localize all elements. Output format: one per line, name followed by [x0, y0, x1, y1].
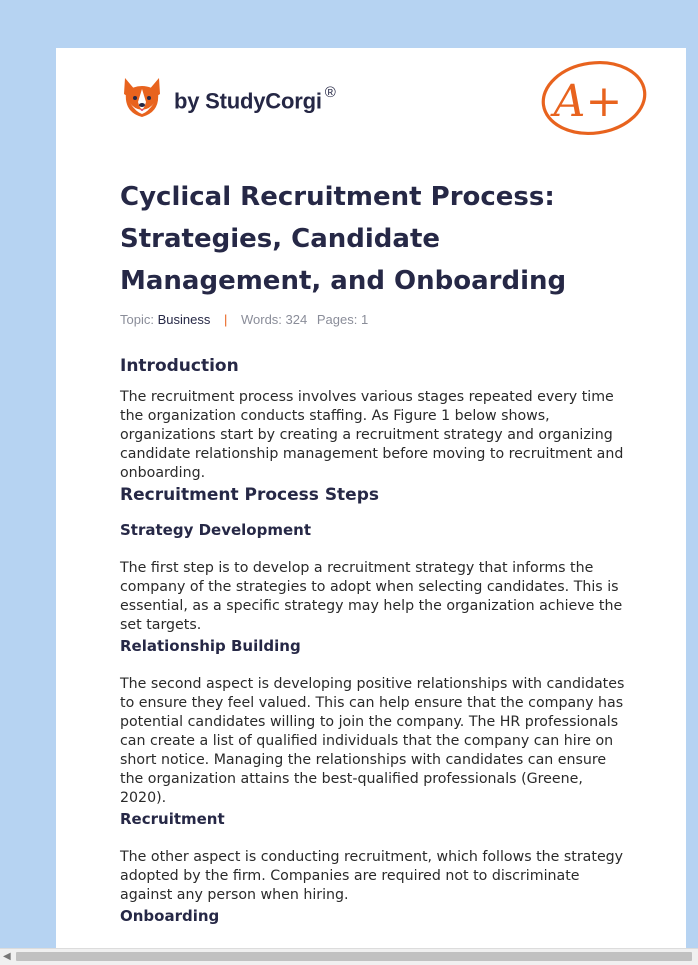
scroll-left-arrow-icon[interactable]: ◀	[3, 951, 11, 962]
paragraph-strategy-development: The first step is to develop a recruitment strategy that informs the company of the strategies to adopt when selecting candidates. This is essential, as a specific strategy may help the organization achieve the set targets.	[120, 560, 623, 633]
heading-relationship-building: Relationship Building	[120, 637, 301, 655]
meta-separator: |	[223, 312, 228, 327]
heading-recruitment-process-steps: Recruitment Process Steps	[120, 485, 380, 505]
registered-mark: ®	[324, 84, 336, 102]
scrollbar-thumb[interactable]	[16, 952, 692, 961]
grade-a-plus-badge	[538, 58, 650, 140]
document-body	[120, 348, 630, 927]
paragraph-introduction: The recruitment process involves various stages repeated every time the organization conducts staffing. As Figure 1 below shows, organizations start by creating a recruitment strategy and organizing candidate relationship management before moving to recruitment and onboarding.	[120, 389, 624, 481]
horizontal-scrollbar[interactable]	[0, 948, 698, 965]
document-meta	[120, 312, 368, 327]
studycorgi-logo[interactable]	[122, 76, 336, 120]
paragraph-recruitment: The other aspect is conducting recruitment, which follows the strategy adopted by the firm. Companies are required not to discriminate against any person when hiring.	[120, 849, 624, 903]
paragraph-relationship-building: The second aspect is developing positive relationships with candidates to ensure they feel valued. This can help ensure that the company has potential candidates willing to join the company. The HR professionals can create a list of qualified individuals that the company can hire on short notice. Managing the relationships with candidates can ensure the organization attains the best-qualified professionals (Greene, 2020).	[120, 676, 625, 806]
brand-name: by StudyCorgi ®	[174, 84, 336, 114]
page-count: Pages: 1	[316, 312, 369, 327]
document-page	[56, 48, 686, 948]
page-title: Cyclical Recruitment Process: Strategies, Candidate Management, and Onboarding	[120, 182, 567, 296]
topic-label: Topic:	[120, 312, 154, 327]
word-count: Words: 324	[240, 312, 308, 327]
heading-strategy-development: Strategy Development	[120, 521, 311, 539]
heading-onboarding: Onboarding	[120, 907, 220, 925]
grade-text: A+	[553, 76, 623, 127]
topic-link[interactable]: Business	[157, 312, 211, 327]
corgi-logo-icon	[122, 76, 162, 120]
heading-recruitment: Recruitment	[120, 810, 225, 828]
heading-introduction: Introduction	[120, 356, 239, 376]
